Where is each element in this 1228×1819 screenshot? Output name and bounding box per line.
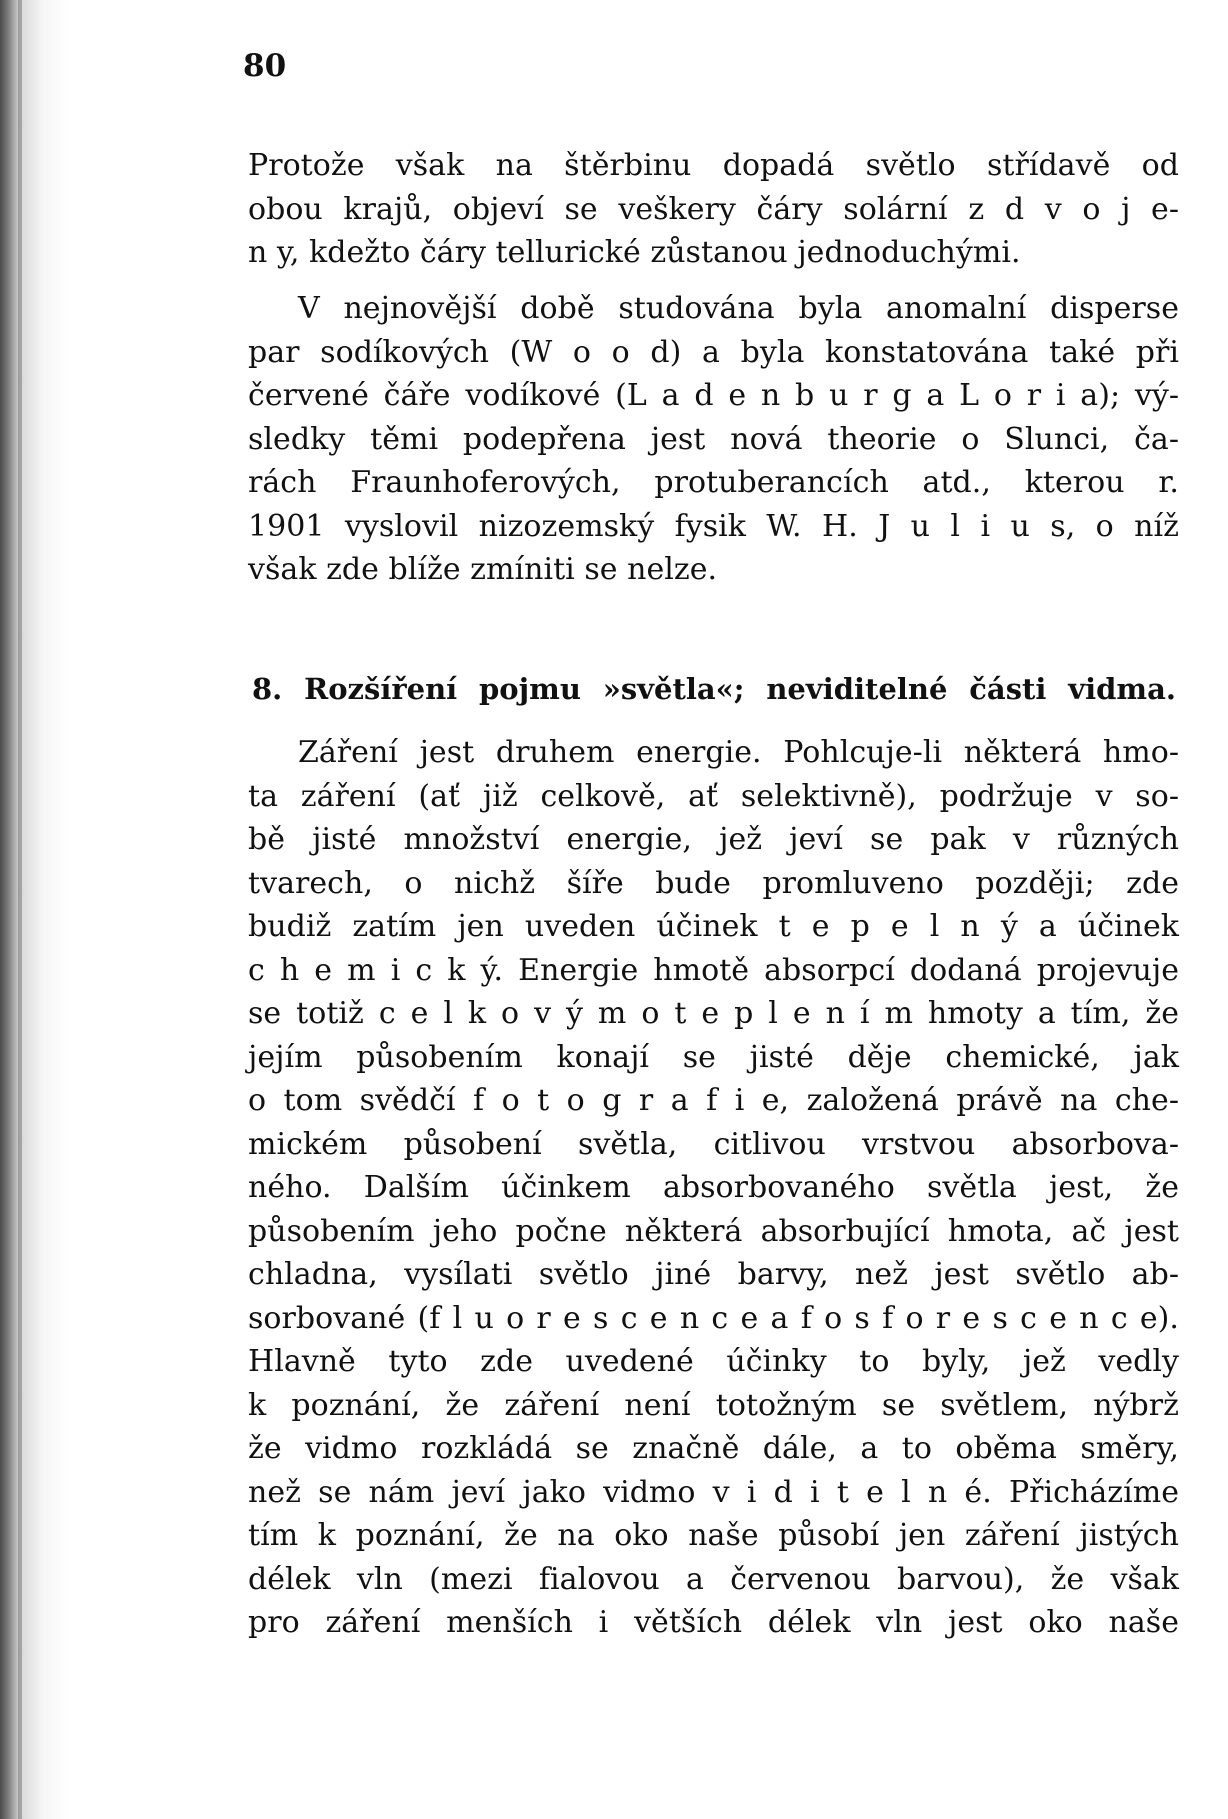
- paragraph-2: [248, 287, 1179, 592]
- paragraph-3-line-16: k poznání, že záření není totožným se světlem, nýbrž: [248, 1387, 1179, 1423]
- paragraph-3-line-10: mickém působení světla, citlivou vrstvou absorbova-: [248, 1126, 1179, 1162]
- paragraph-3-line-18: než se nám jeví jako vidmo v i d i t e l n é. Přicházíme: [248, 1474, 1179, 1510]
- paragraph-2-line-3: červené čáře vodíkové (L a d e n b u r g a L o r i a); vý-: [248, 378, 1179, 413]
- paragraph-3-line-5: budiž zatím jen uveden účinek t e p e l n ý a účinek: [248, 909, 1179, 944]
- paragraph-2-line-5: rách Fraunhoferových, protuberancích atd., kterou r.: [248, 465, 1179, 500]
- section-heading: 8. Rozšíření pojmu »světla«; neviditelné části vidma.: [252, 672, 1176, 706]
- paragraph-3-line-1: Záření jest druhem energie. Pohlcuje-li některá hmo-: [298, 735, 1179, 770]
- paragraph-2-line-6: 1901 vyslovil nizozemský fysik W. H. J u l i u s, o níž: [248, 508, 1179, 544]
- paragraph-3-line-6: c h e m i c k ý. Energie hmotě absorpcí dodaná projevuje: [248, 952, 1179, 988]
- paragraph-3-line-13: chladna, vysílati světlo jiné barvy, než jest světlo ab-: [248, 1257, 1179, 1292]
- paragraph-3-line-2: ta záření (ať již celkově, ať selektivně), podržuje v so-: [248, 778, 1179, 814]
- paragraph-3-line-11: ného. Dalším účinkem absorbovaného světla jest, že: [248, 1170, 1179, 1205]
- paragraph-3-line-12: působením jeho počne některá absorbující hmota, ač jest: [248, 1213, 1179, 1249]
- paragraph-1: [248, 144, 1179, 275]
- page-number: 80: [243, 48, 287, 84]
- paragraph-3-line-17: že vidmo rozkládá se značně dále, a to oběma směry,: [248, 1431, 1179, 1466]
- book-binding-shadow: [0, 0, 68, 1819]
- paragraph-3-line-19: tím k poznání, že na oko naše působí jen záření jistých: [248, 1518, 1179, 1553]
- book-binding-line: [18, 0, 22, 1819]
- paragraph-2-line-4: sledky těmi podepřena jest nová theorie o Slunci, ča-: [248, 421, 1179, 457]
- paragraph-3-line-14: sorbované (f l u o r e s c e n c e a f o s f o r e s c e n c e).: [248, 1300, 1179, 1336]
- paragraph-1-line-1: Protože však na štěrbinu dopadá světlo střídavě od: [248, 148, 1179, 183]
- paragraph-1-line-2: obou krajů, objeví se veškery čáry solární z d v o j e-: [248, 191, 1179, 227]
- paragraph-2-line-1: V nejnovější době studována byla anomalní disperse: [298, 291, 1179, 326]
- paragraph-1-line-3: n y, kdežto čáry tellurické zůstanou jednoduchými.: [248, 235, 1021, 270]
- paragraph-3-line-15: Hlavně tyto zde uvedené účinky to byly, jež vedly: [248, 1344, 1179, 1379]
- paragraph-2-line-2: par sodíkových (W o o d) a byla konstatována také při: [248, 334, 1179, 370]
- paragraph-3-line-7: se totiž c e l k o v ý m o t e p l e n í m hmoty a tím, že: [248, 996, 1179, 1031]
- paragraph-2-line-7: však zde blíže zmíniti se nelze.: [248, 552, 718, 587]
- paragraph-3-line-4: tvarech, o nichž šíře bude promluveno později; zde: [248, 865, 1179, 901]
- paragraph-3-line-20: délek vln (mezi fialovou a červenou barvou), že však: [248, 1561, 1179, 1597]
- paragraph-3-line-8: jejím působením konají se jisté děje chemické, jak: [248, 1039, 1179, 1075]
- paragraph-3-line-9: o tom svědčí f o t o g r a f i e, založená právě na che-: [248, 1083, 1179, 1118]
- paragraph-3: [248, 731, 1179, 1645]
- paragraph-3-line-21: pro záření menších i větších délek vln jest oko naše: [248, 1605, 1179, 1640]
- paragraph-3-line-3: bě jisté množství energie, jež jeví se pak v různých: [248, 822, 1179, 857]
